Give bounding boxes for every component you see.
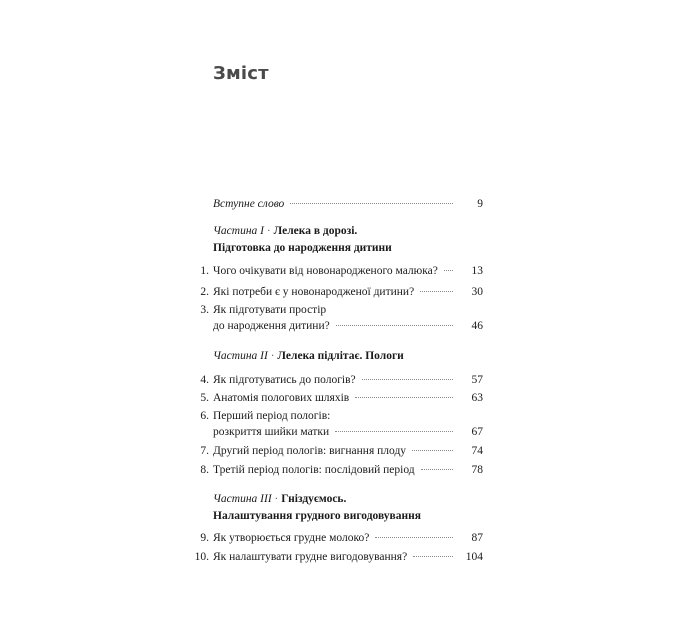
- part-label: Частина II: [213, 350, 268, 362]
- toc-entry-page: 104: [465, 551, 483, 563]
- toc-entry-title-line2: розкриття шийки матки: [213, 426, 330, 438]
- part-title-line2: Налаштування грудного вигодовування: [213, 510, 421, 522]
- toc-entry-title: Анатомія пологових шляхів: [213, 392, 350, 404]
- dot-leader: [412, 449, 453, 451]
- toc-entry-title: Як підготуватись до пологів?: [213, 374, 356, 386]
- toc-entry-page: 9: [477, 198, 483, 210]
- dot-leader: [444, 269, 453, 271]
- dot-leader: [420, 290, 453, 292]
- toc-entry-number: 8.: [200, 464, 209, 476]
- part-title-line2: Підготовка до народження дитини: [213, 242, 392, 254]
- page-title: Зміст: [213, 63, 269, 84]
- dot-leader: [290, 202, 453, 204]
- toc-entry-page: 57: [471, 374, 483, 386]
- toc-entry-title: Як утворюється грудне молоко?: [213, 532, 370, 544]
- toc-entry-title-line2: до народження дитини?: [213, 320, 330, 332]
- part-separator: ·: [274, 493, 279, 505]
- part-title: Лелека підлітає. Пологи: [277, 350, 404, 362]
- toc-entry[interactable]: [213, 318, 483, 335]
- toc-entry-title: Які потреби є у новонародженої дитини?: [213, 286, 415, 298]
- toc-entry-page: 87: [471, 532, 483, 544]
- part-title: Лелека в дорозі.: [273, 225, 358, 237]
- toc-entry-title: Вступне слово: [213, 198, 285, 210]
- dot-leader: [413, 555, 453, 557]
- dot-leader: [375, 536, 453, 538]
- toc-entry-number: 5.: [200, 392, 209, 404]
- toc-entry-title: Другий період пологів: вигнання плоду: [213, 445, 407, 457]
- toc-entry-number: 4.: [200, 374, 209, 386]
- part-heading-2: [213, 348, 483, 365]
- toc-entry-line1[interactable]: [200, 408, 483, 425]
- part-heading-1: [213, 223, 483, 257]
- toc-entry-number: 6.: [200, 410, 209, 422]
- toc-entry[interactable]: [200, 390, 483, 407]
- dot-leader: [335, 430, 453, 432]
- part-title: Гніздуємось.: [281, 493, 347, 505]
- toc-entry-number: 2.: [200, 286, 209, 298]
- toc-entry[interactable]: [200, 263, 483, 280]
- dot-leader: [362, 378, 453, 380]
- toc-entry-line1[interactable]: [200, 302, 483, 319]
- toc-entry-page: 13: [471, 265, 483, 277]
- toc-entry[interactable]: [200, 462, 483, 479]
- toc-entry-number: 9.: [200, 532, 209, 544]
- toc-entry-number: 3.: [200, 304, 209, 316]
- toc-entry-page: 30: [471, 286, 483, 298]
- toc-entry-page: 74: [471, 445, 483, 457]
- dot-leader: [355, 396, 453, 398]
- toc-entry-title: Третій період пологів: послідовий період: [213, 464, 415, 476]
- part-heading-3: [213, 491, 483, 525]
- toc-entry[interactable]: [200, 530, 483, 547]
- toc-entry-title: Перший період пологів:: [213, 410, 331, 422]
- part-label: Частина I: [213, 225, 264, 237]
- toc-entry-title: Як підготувати простір: [213, 304, 327, 316]
- dot-leader: [336, 324, 453, 326]
- toc-entry[interactable]: [200, 372, 483, 389]
- part-label: Частина III: [213, 493, 272, 505]
- dot-leader: [421, 468, 453, 470]
- toc-entry-intro[interactable]: [213, 196, 483, 213]
- part-separator: ·: [270, 350, 275, 362]
- toc-entry-title: Чого очікувати від новонародженого малюка?: [213, 265, 438, 277]
- toc-entry[interactable]: [194, 549, 483, 566]
- toc-entry-page: 46: [471, 320, 483, 332]
- toc-entry[interactable]: [200, 284, 483, 301]
- toc-entry-page: 63: [471, 392, 483, 404]
- toc-entry-number: 1.: [200, 265, 209, 277]
- toc-entry[interactable]: [213, 424, 483, 441]
- toc-entry-number: 10.: [194, 551, 209, 563]
- toc-entry-page: 67: [471, 426, 483, 438]
- toc-entry-title: Як налаштувати грудне вигодовування?: [213, 551, 408, 563]
- toc-entry-page: 78: [471, 464, 483, 476]
- toc-entry[interactable]: [200, 443, 483, 460]
- toc-entry-number: 7.: [200, 445, 209, 457]
- part-separator: ·: [266, 225, 271, 237]
